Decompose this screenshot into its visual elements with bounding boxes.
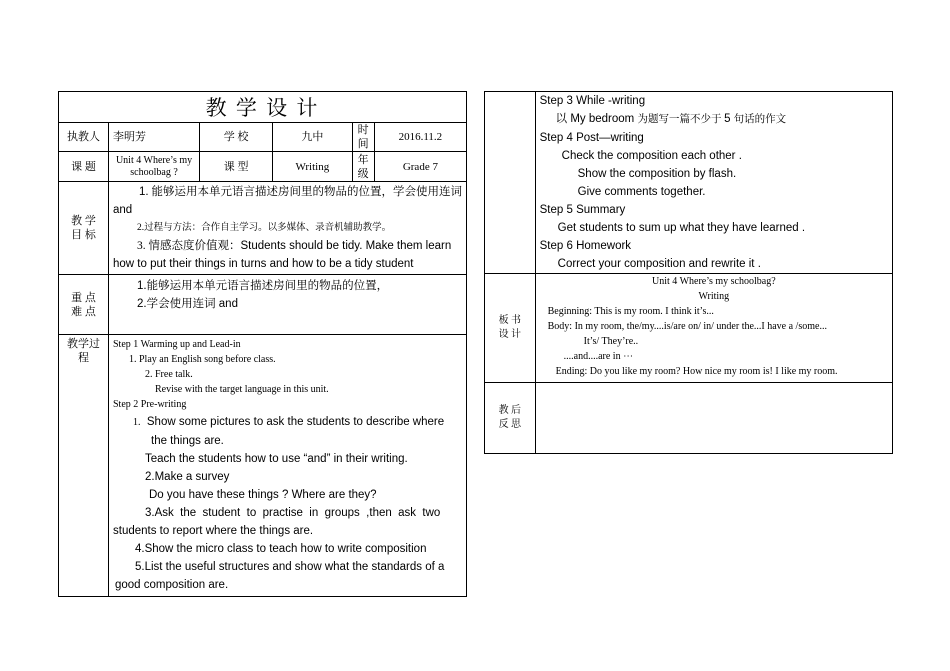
step-2-item-1-text: Show some pictures to ask the students to describe where (146, 416, 445, 428)
key-points-label (59, 275, 109, 335)
step-3-item-1 (540, 110, 888, 129)
objective-3 (113, 237, 462, 255)
board-title: Unit 4 Where’s my schoolbag? (651, 276, 776, 287)
date-value: 2016.11.2 (374, 123, 466, 152)
objectives-label (59, 182, 109, 275)
key-point-1: 1.能够运用本单元语言描述房间里的物品的位置， (137, 280, 389, 292)
step-2-heading: Step 2 Pre-writing (113, 399, 187, 410)
board-content (535, 274, 892, 383)
topic-label: 课 题 (59, 152, 109, 182)
step-3-item-1-b: 为题写一篇不少于 (637, 114, 725, 125)
step-1-item-3: Revise with the target language in this unit. (155, 384, 329, 395)
objective-2: 2.过程与方法：合作自主学习。以多媒体、录音机辅助教学。 (137, 223, 392, 233)
key-points-content (109, 275, 467, 335)
type-value: Writing (273, 152, 352, 182)
teacher-label: 执教人 (59, 123, 109, 152)
step-6-item-1: Correct your composition and rewrite it . (557, 258, 761, 270)
step-4-heading: Step 4 Post—writing (539, 132, 644, 144)
step-2-item-1b: the things are. (151, 435, 224, 447)
objective-3-prefix: 3. 情感态度价值观： (137, 240, 241, 252)
time-label (352, 123, 374, 152)
objective-1-text: 能够运用本单元语言描述房间里的物品的位置，学会使用连词 (151, 186, 462, 198)
grade-value: Grade 7 (374, 152, 466, 182)
board-body-3: ....and....are in ⋯ (563, 351, 634, 362)
objectives-content (109, 182, 467, 275)
step-4-item-3: Give comments together. (577, 186, 706, 198)
board-label-line1: 板 书 (498, 315, 522, 326)
lesson-plan-table-left (58, 91, 467, 597)
step-2-item-1c: Teach the students how to use “and” in their writing. (145, 453, 408, 465)
step-2-item-1-num: 1. (133, 417, 141, 428)
step-2-item-1 (113, 413, 462, 432)
key-points-label-line1: 重 点 (71, 291, 96, 304)
board-body: Body: In my room, the/my....is/are on/ in/ under the...I have a /some... (547, 321, 827, 332)
board-label-line2: 设 计 (498, 329, 522, 340)
objectives-label-line1: 教 学 (71, 215, 96, 227)
step-2-item-3b: students to report where the things are. (113, 525, 314, 537)
objective-1b: and (113, 204, 133, 216)
type-label: 课 型 (200, 152, 273, 182)
grade-label-line1: 年 (357, 153, 369, 166)
reflection-label-line2: 反 思 (498, 419, 522, 430)
board-beginning: Beginning: This is my room. I think it’s... (547, 306, 714, 317)
step-3-heading: Step 3 While -writing (539, 95, 646, 107)
step-1-item-2: 2. Free talk. (145, 369, 193, 380)
board-body-2: It’s/ They’re.. (583, 336, 639, 347)
continued-label (485, 92, 536, 274)
key-point-2: 2.学会使用连词 and (137, 298, 238, 310)
step-2-item-3: 3.Ask the student to practise in groups ,then ask two (145, 507, 441, 519)
grade-label (352, 152, 374, 182)
step-3-item-1-c: 5 (724, 113, 734, 125)
step-5-heading: Step 5 Summary (539, 204, 626, 216)
step-3-item-1-d: 句话的作文 (733, 114, 787, 125)
process-label-line1: 教学过 (67, 338, 100, 350)
reflection-content[interactable] (535, 383, 892, 454)
step-2-item-4: 4.Show the micro class to teach how to write composition (135, 543, 427, 555)
step-4-item-2: Show the composition by flash. (577, 168, 737, 180)
step-2-item-2b: Do you have these things ? Where are they? (149, 489, 377, 501)
title-cell (59, 92, 467, 123)
process-label (59, 335, 109, 597)
time-label-line1: 时 (357, 124, 369, 136)
objective-1-num: 1. (139, 186, 149, 198)
step-3-item-1-a: 以 My bedroom (555, 113, 638, 125)
step-4-item-1: Check the composition each other . (561, 150, 742, 162)
teacher-name: 李明芳 (109, 123, 200, 152)
objective-3b: how to put their things in turns and how to be a tidy student (113, 258, 414, 270)
topic-value: Unit 4 Where’s my schoolbag ? (109, 152, 200, 182)
objective-3-text: Students should be tidy. Make them learn (240, 240, 452, 252)
grade-label-line2: 级 (357, 167, 369, 180)
step-2-item-5b: good composition are. (115, 579, 229, 591)
process-content (109, 335, 467, 597)
time-label-line2: 间 (357, 138, 369, 150)
step-1-heading: Step 1 Warming up and Lead-in (113, 339, 241, 350)
objective-1 (113, 183, 462, 201)
process-label-line2: 程 (78, 352, 89, 364)
reflection-label-line1: 教 后 (498, 405, 522, 416)
objectives-label-line2: 目 标 (71, 229, 96, 241)
board-subtitle: Writing (698, 291, 730, 302)
continued-content (535, 92, 892, 274)
board-ending: Ending: Do you like my room? How nice my room is! I like my room. (555, 366, 838, 377)
key-points-label-line2: 难 点 (71, 305, 96, 318)
reflection-label (485, 383, 536, 454)
page-title: 教 学 设 计 (205, 96, 320, 120)
step-1-item-1: 1. Play an English song before class. (129, 354, 276, 365)
school-value: 九中 (273, 123, 352, 152)
step-5-item-1: Get students to sum up what they have learned . (557, 222, 806, 234)
board-label (485, 274, 536, 383)
step-2-item-2: 2.Make a survey (145, 471, 230, 483)
lesson-plan-table-right (484, 91, 893, 454)
step-6-heading: Step 6 Homework (539, 240, 632, 252)
step-2-item-5: 5.List the useful structures and show what the standards of a (135, 561, 445, 573)
school-label: 学 校 (200, 123, 273, 152)
